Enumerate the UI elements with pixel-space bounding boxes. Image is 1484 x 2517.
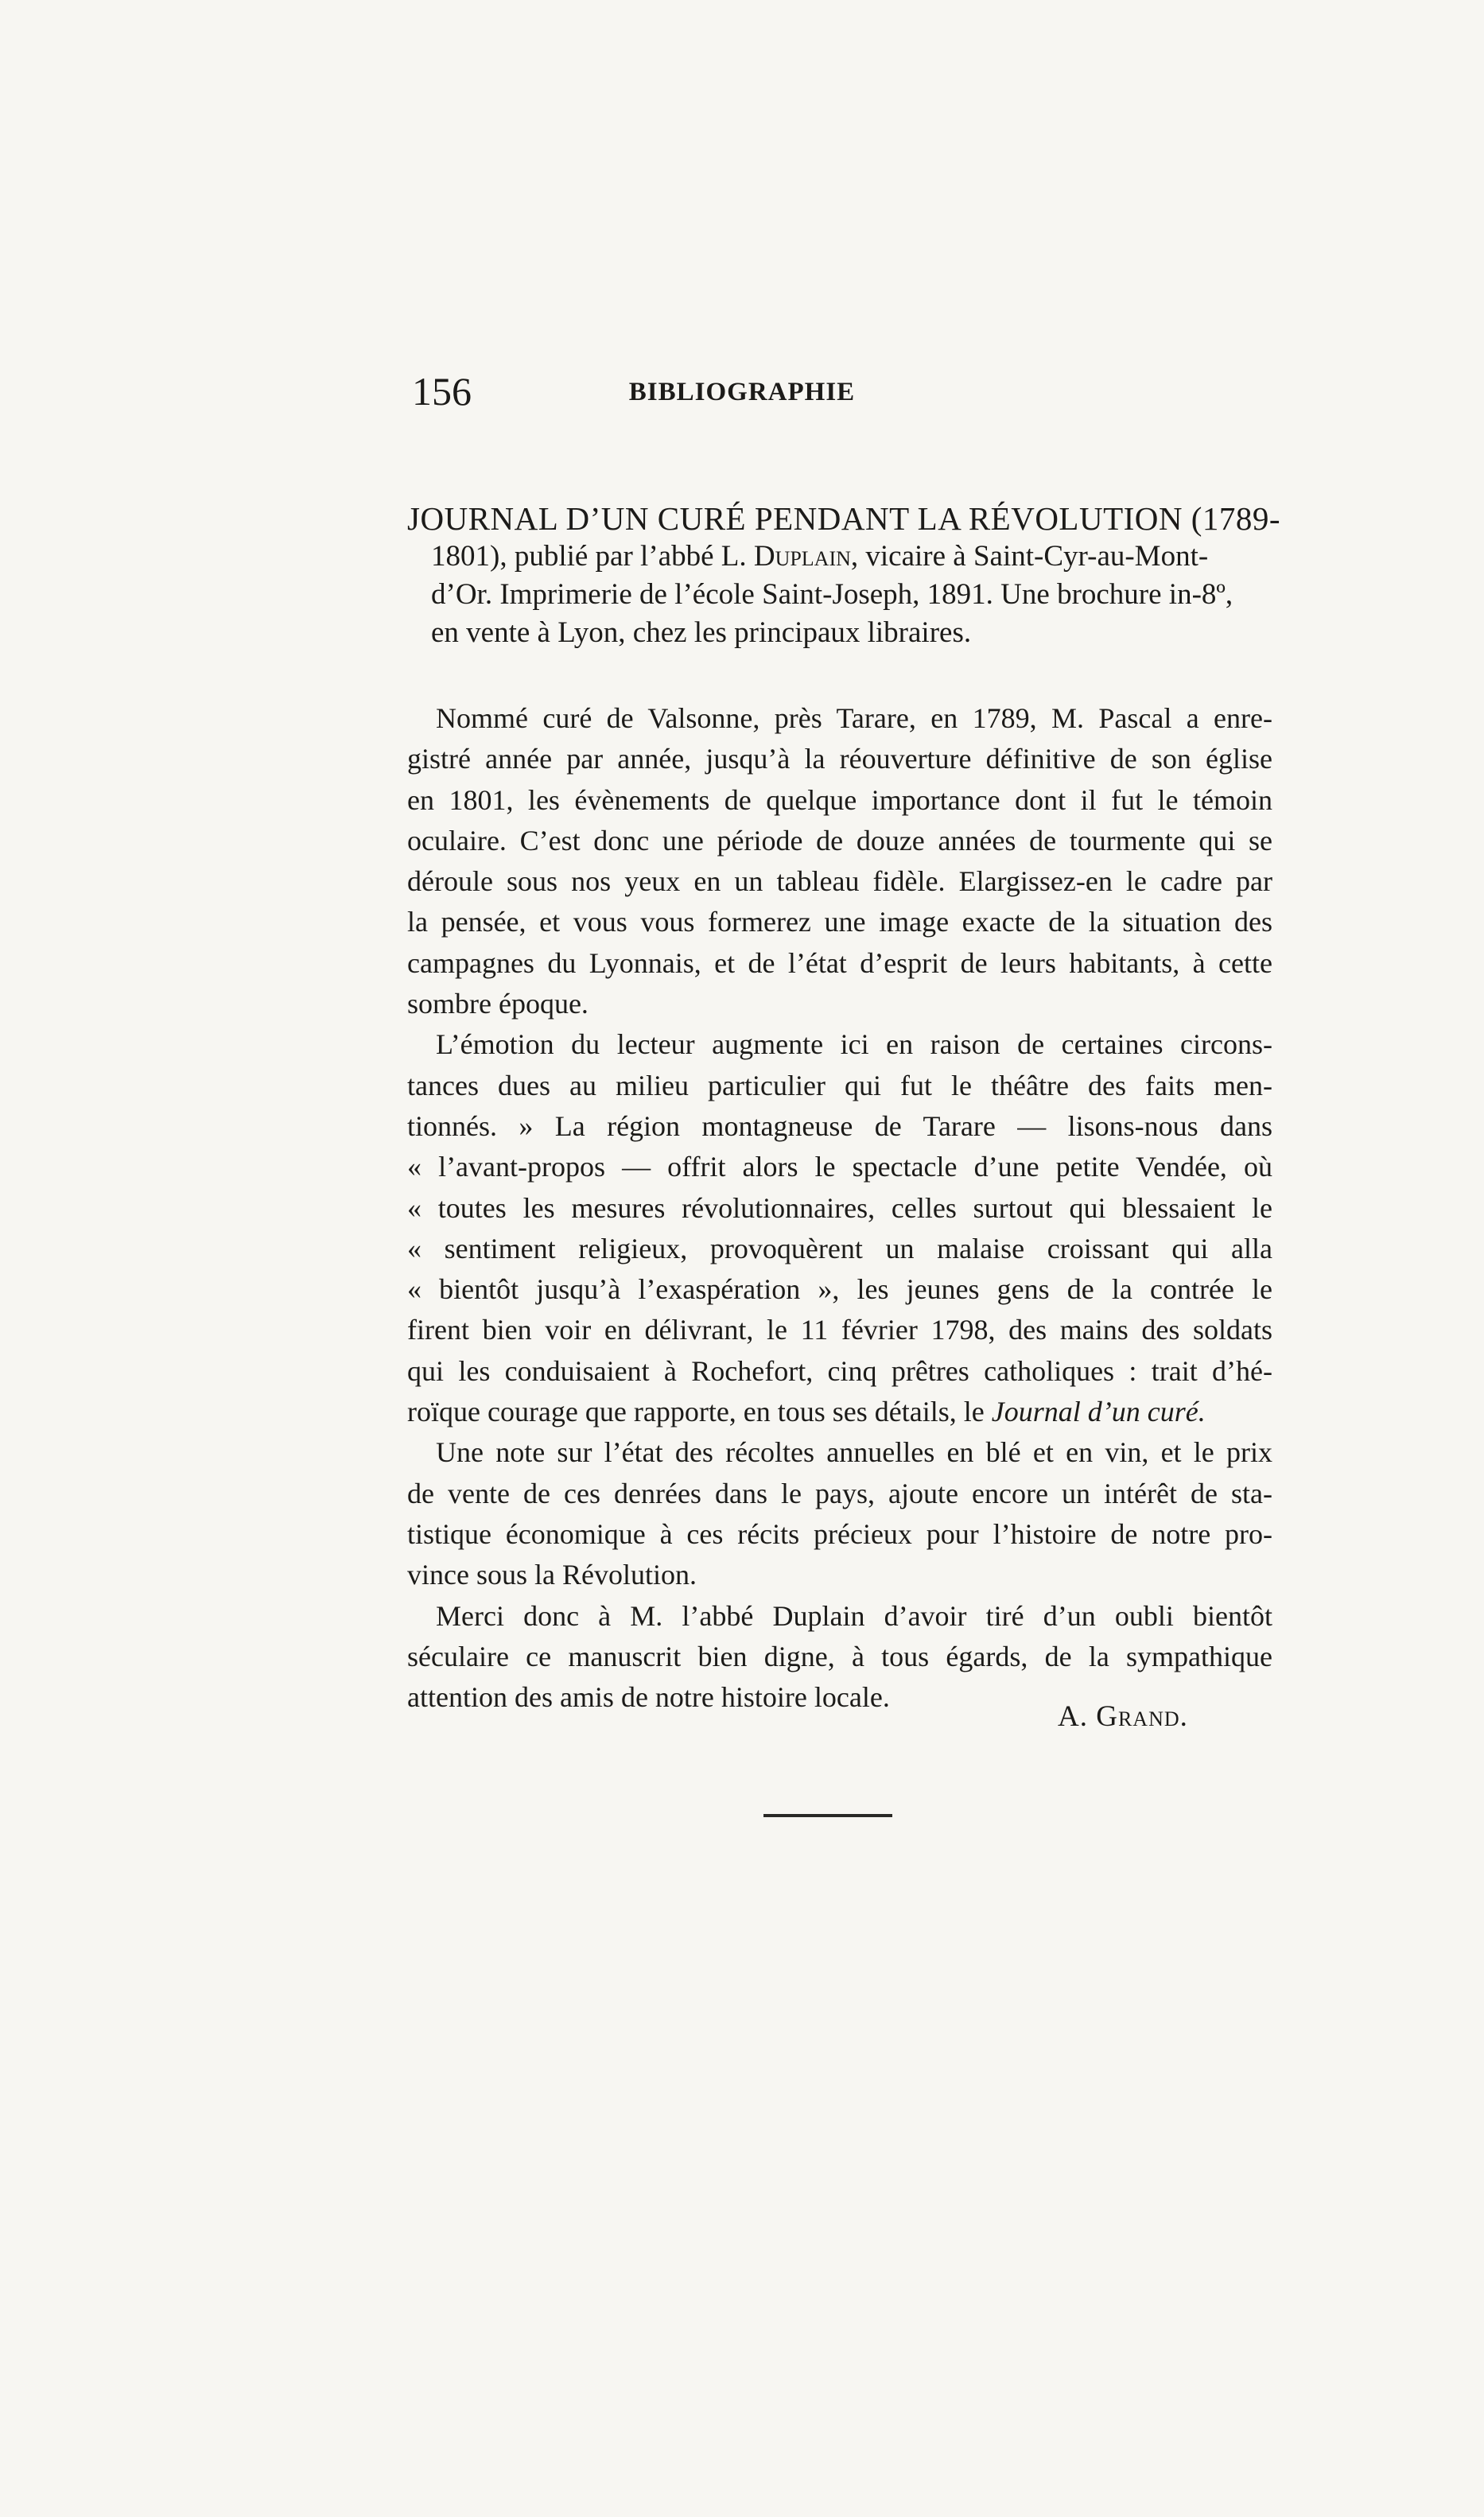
text-line: séculaire ce manuscrit bien digne, à tous égards, de la sympathique bbox=[407, 1640, 1272, 1672]
text-line: gistré année par année, jusqu’à la réouverture définitive de son église bbox=[407, 743, 1272, 775]
text-line: tances dues au milieu particulier qui fut le théâtre des faits men- bbox=[407, 1069, 1272, 1101]
signature-surname: Grand. bbox=[1096, 1700, 1188, 1733]
text-line bbox=[407, 1392, 1272, 1432]
entry-line-2 bbox=[407, 538, 1272, 576]
text-line: L’émotion du lecteur augmente ici en raison de certaines circons- bbox=[436, 1028, 1272, 1061]
page-number: 156 bbox=[412, 369, 472, 414]
text-line: vince sous la Révolution. bbox=[407, 1559, 697, 1591]
text-line: Nommé curé de Valsonne, près Tarare, en 1789, M. Pascal a enre- bbox=[436, 702, 1272, 734]
text-line: de vente de ces denrées dans le pays, ajoute encore un intérêt de sta- bbox=[407, 1477, 1272, 1509]
review-text bbox=[407, 698, 1272, 1718]
text-line: « toutes les mesures révolutionnaires, celles surtout qui blessaient le bbox=[407, 1191, 1272, 1224]
bibliographic-entry bbox=[407, 499, 1281, 652]
text-line: déroule sous nos yeux en un tableau fidèle. Elargissez-en le cadre par bbox=[407, 865, 1272, 898]
section-divider bbox=[763, 1814, 892, 1817]
entry-line-4: en vente à Lyon, chez les principaux libraires. bbox=[431, 616, 972, 649]
text-line: Une note sur l’état des récoltes annuelles en blé et en vin, et le prix bbox=[436, 1436, 1272, 1469]
text-line: tionnés. » La région montagneuse de Tarare — lisons-nous dans bbox=[407, 1109, 1272, 1142]
text-line: campagnes du Lyonnais, et de l’état d’esprit de leurs habitants, à cette bbox=[407, 946, 1272, 979]
text-line: en 1801, les évènements de quelque importance dont il fut le témoin bbox=[407, 783, 1272, 816]
signature-initial: A. bbox=[1058, 1700, 1097, 1733]
text-line: attention des amis de notre histoire locale. bbox=[407, 1681, 890, 1714]
text-line: « l’avant-propos — offrit alors le spectacle d’une petite Vendée, où bbox=[407, 1151, 1272, 1183]
entry-line-2-end: , vicaire à Saint-Cyr-au-Mont- bbox=[850, 540, 1209, 573]
text-line: « bientôt jusqu’à l’exaspération », les jeunes gens de la contrée le bbox=[407, 1273, 1272, 1306]
entry-line-2-start: 1801), publié par l’abbé L. bbox=[431, 540, 754, 573]
entry-author: Duplain bbox=[753, 540, 851, 573]
text-segment: roïque courage que rapporte, en tous ses détails, le bbox=[407, 1396, 992, 1428]
journal-title: Journal d’un curé. bbox=[991, 1396, 1206, 1428]
entry-line-3: d’Or. Imprimerie de l’école Saint-Joseph, 1891. Une brochure in-8º, bbox=[431, 578, 1233, 611]
text-line: tistique économique à ces récits précieux pour l’histoire de notre pro- bbox=[407, 1517, 1272, 1550]
text-line: « sentiment religieux, provoquèrent un malaise croissant qui alla bbox=[407, 1232, 1272, 1264]
text-line: oculaire. C’est donc une période de douze années de tourmente qui se bbox=[407, 824, 1272, 856]
text-line: Merci donc à M. l’abbé Duplain d’avoir tiré d’un oubli bientôt bbox=[436, 1599, 1272, 1632]
text-line: firent bien voir en délivrant, le 11 février 1798, des mains des soldats bbox=[407, 1314, 1272, 1346]
text-line: sombre époque. bbox=[407, 988, 589, 1020]
entry-title-line: JOURNAL D’UN CURÉ PENDANT LA RÉVOLUTION (1789- bbox=[407, 500, 1281, 537]
text-line: qui les conduisaient à Rochefort, cinq prêtres catholiques : trait d’hé- bbox=[407, 1354, 1272, 1387]
signature bbox=[1058, 1698, 1188, 1736]
running-title: BIBLIOGRAPHIE bbox=[628, 378, 856, 406]
text-line: la pensée, et vous vous formerez une image exacte de la situation des bbox=[407, 906, 1272, 938]
